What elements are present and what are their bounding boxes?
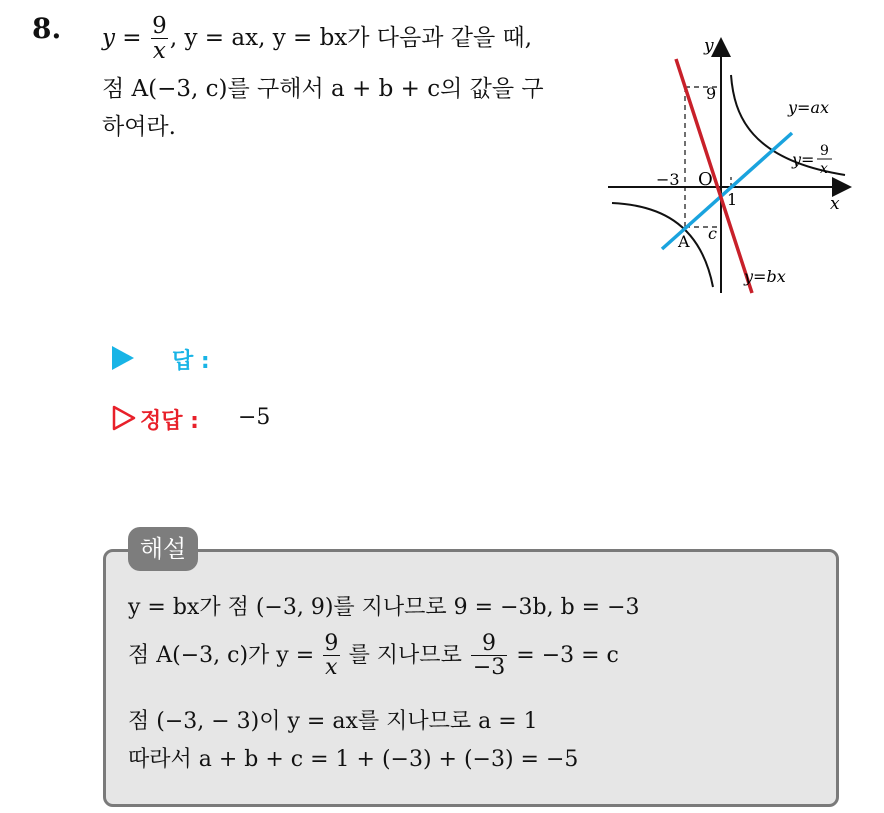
question-number: 8. — [32, 12, 62, 45]
question-line-1-rest: , y = ax, y = bx가 다음과 같을 때, — [169, 25, 533, 52]
solution-frac1-num: 9 — [324, 631, 339, 656]
question-line-1 — [102, 14, 532, 64]
line-ax-label: y=ax — [788, 98, 830, 117]
hyperbola-label-num: 9 — [820, 143, 829, 159]
line-bx-label: y=bx — [744, 267, 786, 286]
solution-line-2 — [128, 632, 619, 680]
hyperbola-label-den: x — [820, 161, 828, 177]
solution-frac1-den: x — [325, 655, 338, 681]
answer-arrow-icon — [112, 346, 134, 370]
solution-line-2-pre: 점 A(−3, c)가 y = — [128, 643, 315, 669]
solution-frac2-num: 9 — [482, 631, 497, 656]
hyperbola-branch-positive — [731, 75, 845, 175]
solution-line-2-mid: 를 지나므로 — [348, 643, 462, 669]
solution-fraction-1 — [323, 632, 339, 680]
graph — [600, 35, 860, 300]
question-frac-den: x — [152, 38, 166, 65]
tick-label-1: 1 — [727, 190, 738, 209]
solution-line-3: 점 (−3, − 3)이 y = ax를 지나므로 a = 1 — [128, 709, 538, 734]
hyperbola-label-prefix: y= — [792, 150, 815, 169]
correct-answer-arrow-icon — [112, 405, 136, 431]
x-axis-label: x — [830, 194, 840, 214]
correct-answer-value: −5 — [238, 405, 271, 430]
question-line-3: 하여라. — [102, 114, 176, 140]
question-eq-lhs: y = — [102, 25, 142, 52]
solution-line-4: 따라서 a + b + c = 1 + (−3) + (−3) = −5 — [128, 747, 579, 772]
tick-label-9: 9 — [706, 84, 717, 103]
answer-label: 답 : — [172, 349, 210, 374]
point-A-label: A — [678, 232, 690, 251]
solution-line-2-post: = −3 = c — [516, 643, 619, 669]
solution-tab: 해설 — [128, 527, 198, 571]
question-frac-num: 9 — [152, 13, 167, 39]
origin-label: O — [698, 169, 713, 190]
question-line-2: 점 A(−3, c)를 구해서 a + b + c의 값을 구 — [102, 76, 544, 102]
tick-label-neg3: −3 — [656, 170, 680, 189]
tick-label-c: c — [708, 224, 717, 243]
question-fraction — [151, 14, 168, 64]
correct-answer-label: 정답 : — [140, 409, 199, 434]
solution-line-1: y = bx가 점 (−3, 9)를 지나므로 9 = −3b, b = −3 — [128, 595, 640, 620]
solution-fraction-2 — [471, 632, 507, 680]
y-axis-label: y — [704, 36, 714, 56]
solution-frac2-den: −3 — [472, 655, 506, 681]
